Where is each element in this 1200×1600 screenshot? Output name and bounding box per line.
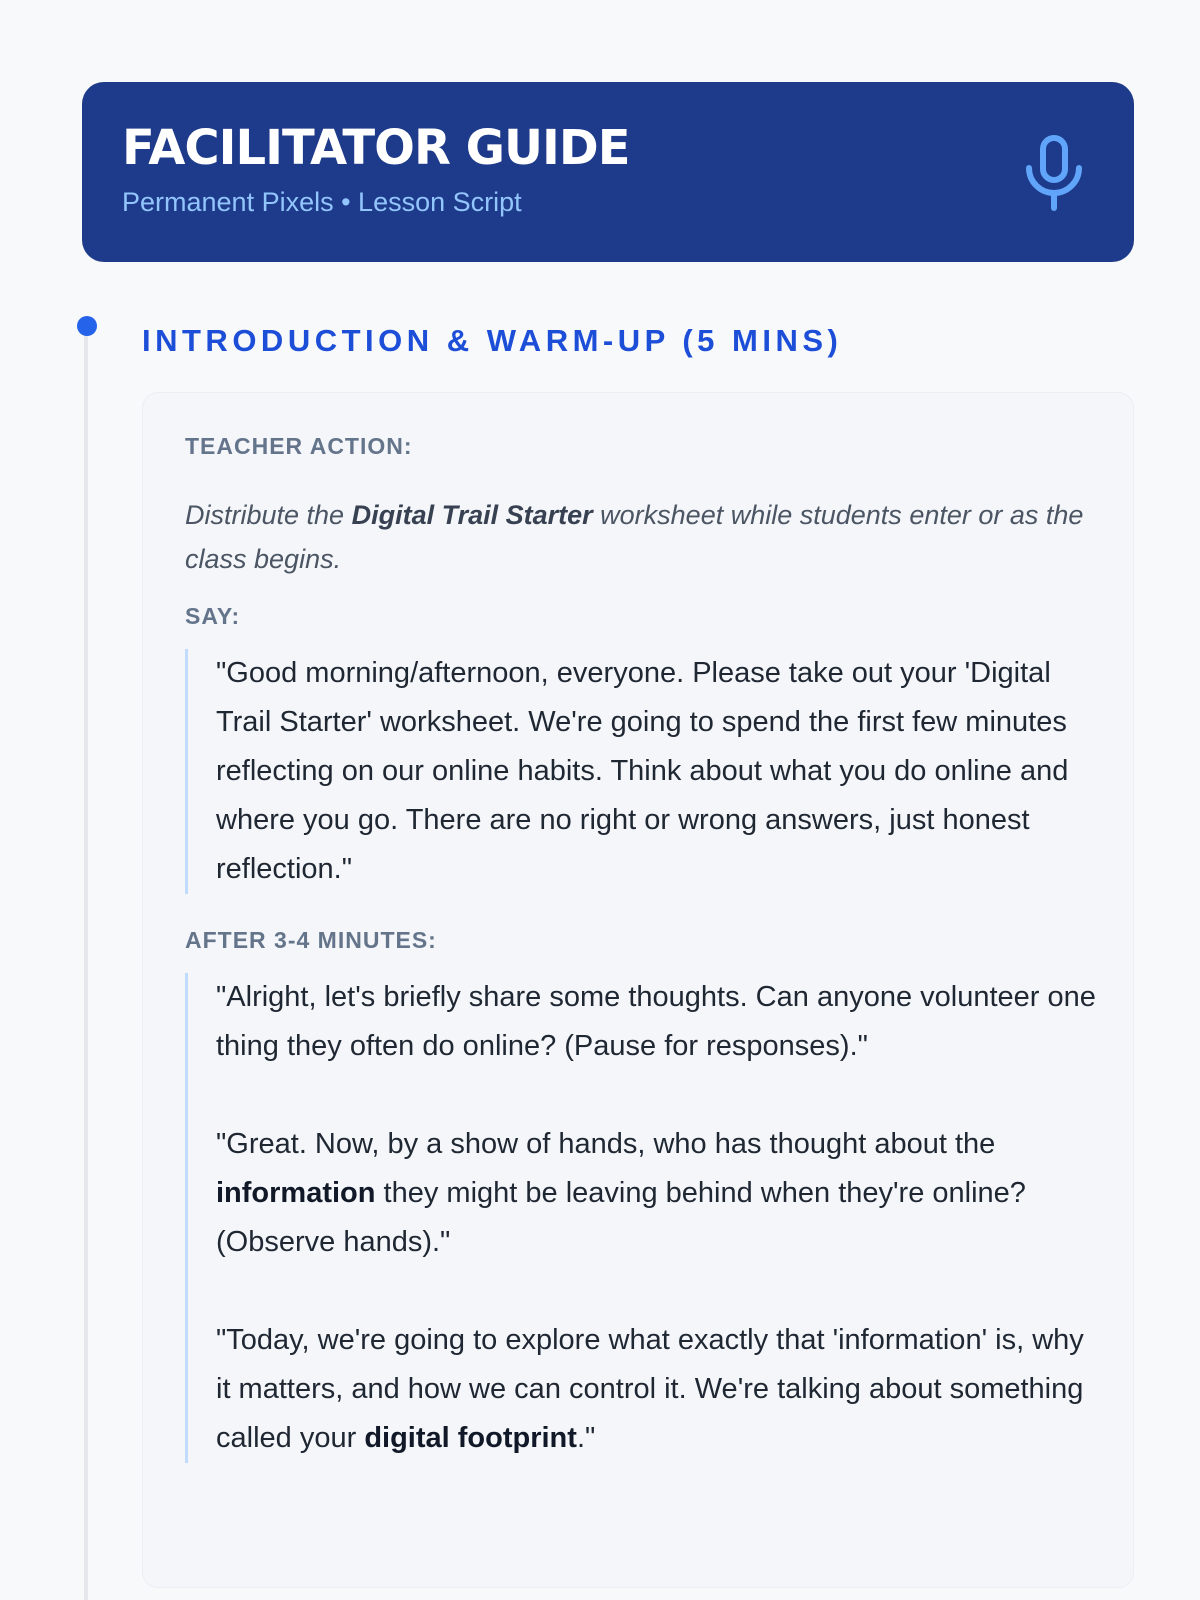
after-minutes-label: AFTER 3-4 MINUTES: [185, 927, 437, 953]
say-text: "Good morning/afternoon, everyone. Please take out your 'Digital Trail Starter' worksheet. We're going to spend the first few minutes reflecting on our online habits. Think about what you do online and where you go. There are no right or wrong answers, just honest reflection." [216, 657, 1069, 885]
header-banner [82, 82, 1134, 262]
say-label: SAY: [185, 603, 241, 629]
after-paragraph-2: "Great. Now, by a show of hands, who has thought about the information they might be leaving behind when they're online? (Observe hands)." [216, 1128, 1026, 1258]
microphone-icon [1024, 134, 1084, 212]
section-title: INTRODUCTION & WARM-UP (5 MINS) [142, 323, 843, 358]
after-minutes-quote [185, 973, 1105, 1463]
worksheet-name: Digital Trail Starter [351, 500, 593, 530]
after-paragraph-1: "Alright, let's briefly share some thoughts. Can anyone volunteer one thing they often do online? (Pause for responses)." [216, 981, 1096, 1062]
timeline-dot [77, 316, 97, 336]
after-paragraph-3: "Today, we're going to explore what exactly that 'information' is, why it matters, and how we can control it. We're talking about something called your digital footprint." [216, 1324, 1084, 1454]
teacher-action-text: Distribute the Digital Trail Starter worksheet while students enter or as the class begins. [185, 500, 1084, 574]
page-title: FACILITATOR GUIDE [122, 120, 630, 176]
timeline-line [84, 330, 88, 1600]
script-card [142, 392, 1134, 1588]
page-subtitle: Permanent Pixels • Lesson Script [122, 187, 522, 217]
teacher-action-label: TEACHER ACTION: [185, 433, 413, 459]
say-quote [185, 649, 1105, 894]
